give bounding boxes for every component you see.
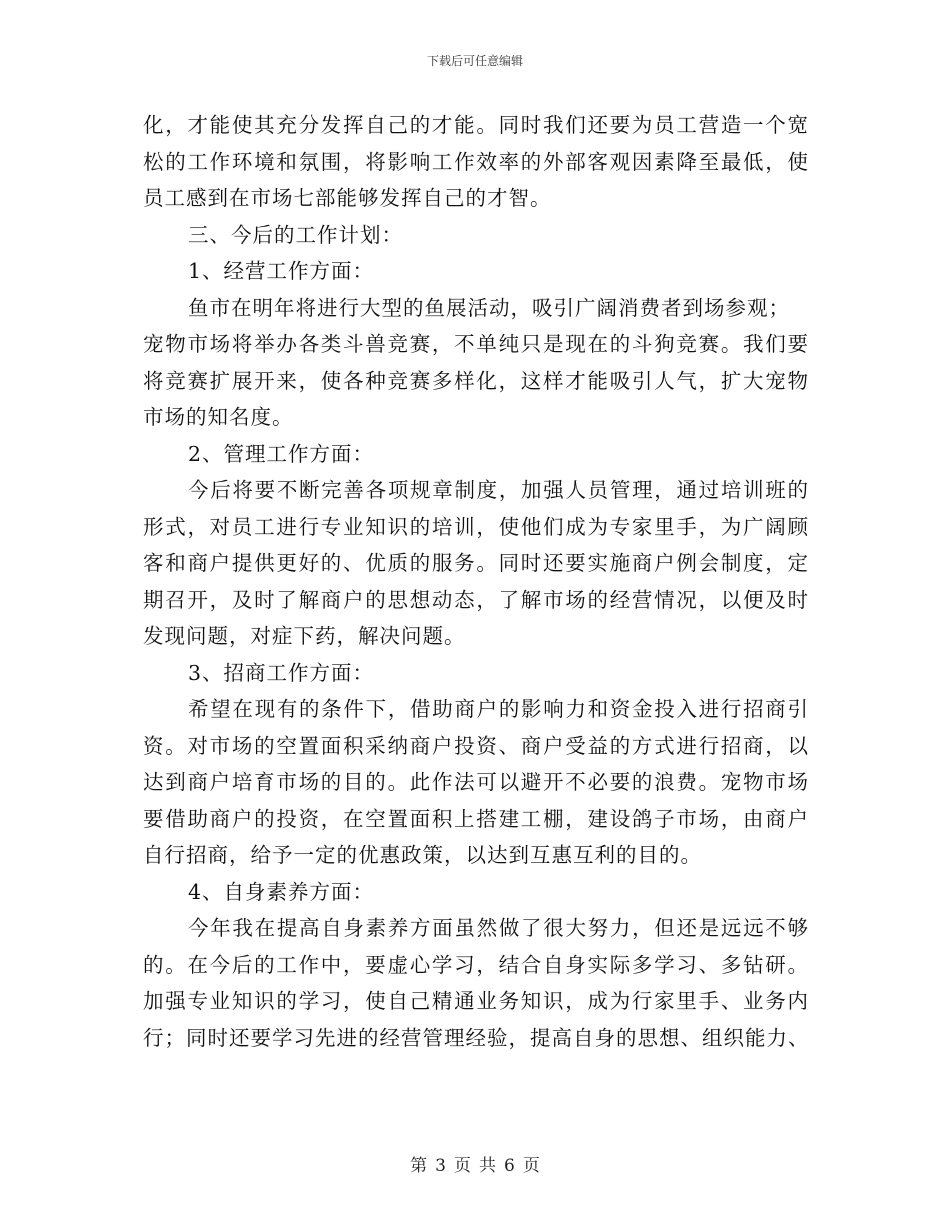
footer-suffix: 页 (522, 1156, 540, 1176)
body-line: 达到商户培育市场的目的。此作法可以避开不必要的浪费。宠物市场 (143, 770, 809, 794)
body-line: 形式，对员工进行专业知识的培训，使他们成为专家里手，为广阔顾 (143, 514, 809, 539)
body-line: 发现问题，对症下药，解决问题。 (143, 624, 466, 648)
subsection-heading: 2、管理工作方面： (188, 441, 375, 466)
document-body (143, 107, 809, 1056)
body-line: 员工感到在市场七部能够发挥自己的才智。 (143, 186, 552, 210)
footer-prefix: 第 (410, 1156, 428, 1176)
body-line: 客和商户提供更好的、优质的服务。同时还要实施商户例会制度，定 (143, 551, 809, 575)
body-line: 今年我在提高自身素养方面虽然做了很大努力，但还是远远不够 (188, 916, 809, 940)
body-line: 的。在今后的工作中，要虚心学习，结合自身实际多学习、多钻研。 (143, 952, 809, 977)
body-line: 宠物市场将举办各类斗兽竞赛，不单纯只是现在的斗狗竞赛。我们要 (143, 332, 809, 356)
page-header: 下载后可任意编辑 (426, 54, 523, 68)
body-line: 加强专业知识的学习，使自己精通业务知识，成为行家里手、业务内 (143, 989, 809, 1013)
body-line: 今后将要不断完善各项规章制度，加强人员管理，通过培训班的 (188, 478, 809, 502)
section-heading: 三、今后的工作计划： (188, 222, 403, 247)
total-page-count: 6 (504, 1156, 515, 1176)
body-line: 化，才能使其充分发挥自己的才能。同时我们还要为员工营造一个宽 (143, 113, 809, 137)
body-line: 鱼市在明年将进行大型的鱼展活动，吸引广阔消费者到场参观； (188, 295, 790, 320)
subsection-heading: 4、自身素养方面： (188, 879, 375, 904)
footer-page-word: 页 (454, 1156, 471, 1176)
body-line: 松的工作环境和氛围，将影响工作效率的外部客观因素降至最低，使 (143, 149, 809, 174)
subsection-heading: 1、经营工作方面： (188, 259, 375, 283)
body-line: 要借助商户的投资，在空置面积上搭建工棚，建设鸽子市场，由商户 (143, 806, 809, 831)
footer-total-label: 共 (479, 1156, 496, 1176)
body-line: 期召开，及时了解商户的思想动态，了解市场的经营情况，以便及时 (143, 587, 809, 612)
body-line: 资。对市场的空置面积采纳商户投资、商户受益的方式进行招商，以 (143, 733, 809, 758)
body-line: 将竞赛扩展开来，使各种竞赛多样化，这样才能吸引人气，扩大宠物 (143, 368, 809, 393)
body-line: 市场的知名度。 (143, 405, 294, 429)
body-line: 希望在现有的条件下，借助商户的影响力和资金投入进行招商引 (188, 697, 809, 721)
page-footer (0, 1155, 950, 1177)
subsection-heading: 3、招商工作方面： (188, 660, 375, 685)
current-page-number: 3 (435, 1156, 446, 1176)
body-line: 行；同时还要学习先进的经营管理经验，提高自身的思想、组织能力、 (143, 1025, 810, 1050)
body-line: 自行招商，给予一定的优惠政策，以达到互惠互利的目的。 (143, 843, 702, 867)
